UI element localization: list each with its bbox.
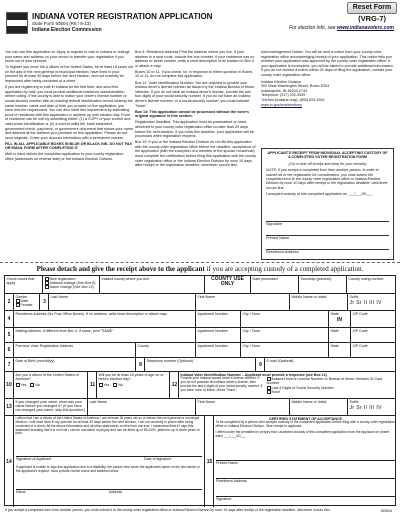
custody-signature-label: Signature	[266, 222, 283, 226]
age-yes-label: Yes	[103, 383, 110, 388]
box-number-7: 7	[5, 358, 14, 371]
name-change-option[interactable]	[45, 285, 98, 289]
license-option-label: Indiana Driver's License Number or Bureau of Motor Vehicles ID Card Number	[266, 377, 383, 386]
acceptor-printed-name-label: Printed Name	[216, 461, 238, 465]
age-question-cell	[97, 372, 170, 398]
residence-city-field[interactable]	[241, 311, 329, 327]
detach-instruction	[0, 265, 400, 273]
box-number-5: 5	[5, 328, 14, 342]
mailing-city-label: City / Town	[242, 328, 261, 333]
voter-id-instructions: Provide your Indiana issued driver's license number. If you do not possess an Indiana driver's license, then provide the last 4 digits of your social security number. If you have none of these, check "None".	[180, 376, 263, 392]
previous-middle-name-field[interactable]	[290, 399, 348, 415]
acceptor-signature-label: Signature	[216, 497, 232, 501]
middle-name-label: Middle Name or Initial	[291, 294, 327, 299]
residence-address-field[interactable]	[14, 311, 196, 327]
previous-state-field[interactable]	[329, 343, 351, 357]
division-name: Indiana Election Division	[261, 79, 302, 84]
date-of-birth-field[interactable]	[14, 358, 136, 371]
last-name-label: Last Name	[50, 294, 68, 299]
box-number-15: 15	[206, 458, 213, 465]
form-title: INDIANA VOTER REGISTRATION APPLICATION	[32, 12, 213, 21]
certified-affirmation: I affirm under the penalties for perjury that I accepted custody of this completed application from the applicant on (insert date) ___/___/20___.	[215, 429, 390, 438]
license-option[interactable]	[267, 377, 396, 386]
assistant-name-label: Name	[16, 490, 26, 494]
residence-zip-label: ZIP Code	[352, 311, 368, 316]
acceptor-address-label: Residence Address	[216, 479, 247, 483]
previous-apartment-label: Apartment Number	[197, 343, 228, 348]
reset-form-button[interactable]: Reset Form	[347, 2, 397, 14]
custody-title: APPLICANT'S RECEIPT FROM INDIVIDUAL ACCEPTING CUSTODY OF A COMPLETED VOTER REGISTRATION FORM	[267, 151, 388, 160]
age-no-label: No	[118, 383, 123, 388]
box-number-2: 2	[5, 294, 14, 310]
form-row-6	[5, 358, 395, 372]
female-checkbox[interactable]	[16, 303, 20, 307]
suffix-options[interactable]: Jr Sr II III IV	[349, 300, 382, 307]
box-number-13: 13	[5, 399, 14, 415]
residence-state-value: IN	[337, 317, 342, 324]
affirmation-cell	[14, 416, 205, 507]
citizenship-question: Are you a citizen of the United States of America?	[15, 372, 79, 382]
ssn-option-label: Last 4 Digits of Social Security Number	[271, 385, 334, 390]
county-voting-number-label: County voting number	[348, 276, 384, 281]
form-row-1	[5, 276, 395, 294]
first-name-field[interactable]	[196, 294, 290, 310]
detach-main-text: Please detach and give the receipt above to the applicant	[36, 265, 205, 273]
none-checkbox[interactable]	[267, 390, 271, 394]
citizen-no-checkbox[interactable]	[30, 383, 34, 387]
instructions-column-2	[135, 50, 257, 169]
none-option-label: None	[271, 389, 281, 394]
address-change-label: Address change (See Box 6)	[49, 281, 96, 286]
previous-address-field[interactable]	[14, 343, 136, 357]
suffix-label: Suffix	[349, 294, 359, 299]
mailing-city-field[interactable]	[241, 328, 329, 342]
certified-statement-title: CERTIFIED STATEMENT OF ACCEPTANCE	[269, 416, 342, 421]
mailing-apartment-label: Apartment Number	[197, 328, 228, 333]
telephone-field[interactable]	[145, 358, 256, 371]
state-seal-icon	[6, 12, 28, 34]
box-number-14: 14	[5, 416, 14, 507]
form-row-2	[5, 294, 395, 311]
box-number-9: 9	[259, 361, 262, 368]
instruction-paragraph: If you are registering to vote in Indiana for the first time, and send this application by mail, you must provide additional residence documentation before voting. If the county is able to match your driver's license number or social security number with an existing federal identification record bearing the same number, name and date of birth you provide on the application, you have met the requirement. You can also meet this requirement by submitting proof of residence with this application or anytime up until election day. Proof of residence can be met by submitting either: (1) a COPY of your current and valid photo identification or (2) a current utility bill, bank statement, government check, paycheck, or government document that shows your name and address at the address you provided on this application. Please do not send originals. Cover your account information with a permanent marker.	[5, 85, 133, 140]
female-label: Female	[20, 303, 33, 308]
election-info-line	[289, 25, 394, 31]
box-number-8: 8	[139, 361, 142, 368]
check-boxes-label: Check boxes that apply	[6, 276, 35, 286]
box-number-4: 4	[5, 311, 14, 327]
name-change-checkbox[interactable]	[45, 285, 49, 289]
custody-note: NOTE: If you accept a completed form from another person, in order to submit his or her registration for consideration, you must submit the completed form to the county voter registration office or Indiana Election Division by noon 10 days after receipt or the registration deadline, whichever occurs first.	[266, 168, 388, 190]
last-name-field[interactable]	[49, 294, 196, 310]
male-label: Male	[20, 299, 29, 304]
instructions-column-1	[5, 50, 133, 163]
age-no-checkbox[interactable]	[113, 383, 117, 387]
previous-zip-label: ZIP Code	[352, 343, 368, 348]
telephone-label: Telephone number (Optional)	[146, 358, 194, 363]
previous-state-label: State	[330, 343, 339, 348]
residence-apartment-label: Apartment Number	[197, 311, 228, 316]
previous-middle-name-label: Middle Name or Initial	[291, 399, 327, 404]
box-number-3: 3	[43, 299, 46, 305]
gender-label: Gender	[15, 294, 28, 299]
mailing-address-label: Mailing Address, if different from Box 4. If same, print "SAME"	[15, 328, 114, 333]
instruction-paragraph: Acknowledgement Notice: You will be sent a notice from your county voter registration office acknowledging receipt of your application. This notice tells you whether your application was approved by the county voter registration office. If your application is incomplete, you will be asked to provide additional information. If you do not receive a notice within 20 days of filing the application, contact your county voter registration office.	[261, 50, 394, 77]
form-code: (VRG-7)	[358, 14, 386, 23]
application-type-cell	[43, 276, 100, 293]
residence-address-label: Residence Address (No Post Office Boxes). If no address, write short description or attach map.	[15, 311, 168, 316]
county-voting-number-field[interactable]	[347, 276, 397, 293]
footer-form-id: 50504	[380, 508, 392, 513]
date-processed-field[interactable]	[251, 276, 299, 293]
box-number-11-cell	[88, 372, 97, 398]
instruction-paragraph: To register you must: Be a citizen of the United States; be at least 18 years old on the day of the next general or municipal election; have lived in your precinct for at least 30 days before the next election; and not currently be imprisoned after being convicted of a crime.	[5, 65, 133, 84]
name-change-label: Name change (See Box 12)	[49, 285, 94, 290]
previous-county-field[interactable]	[136, 343, 196, 357]
acceptor-signature-line[interactable]	[216, 496, 395, 497]
instruction-paragraph: Boxes 10 or 11: If you check 'no' in response to either question in Boxes 10 or 11, do not complete this application.	[135, 69, 253, 79]
first-name-label: First Name	[197, 294, 216, 299]
custody-receipt-box	[261, 148, 394, 260]
mailing-zip-label: ZIP Code	[352, 328, 368, 333]
election-info-link[interactable]: www.indianavoters.com	[336, 25, 394, 31]
division-phone: Telephone: (317) 232-3939	[261, 93, 306, 98]
citizen-yes-checkbox[interactable]	[16, 383, 20, 387]
none-option[interactable]	[267, 390, 396, 394]
check-boxes-label-cell	[5, 276, 43, 293]
citizen-yes-label: Yes	[20, 383, 27, 388]
form-row-7	[5, 372, 395, 399]
previous-first-name-field[interactable]	[196, 399, 290, 415]
email-label: E-mail (Optional)	[266, 358, 294, 363]
detach-tail-text: if you are accepting custody of a completed application.	[206, 265, 364, 273]
certified-statement-text: To be completed by a person who accepts custody of the completed application before filing with a county voter registration office or Indiana Election Division. Give receipt to applicant.	[215, 420, 395, 428]
email-field[interactable]	[265, 358, 397, 371]
mailing-state-field[interactable]	[329, 328, 351, 342]
division-address	[261, 80, 394, 108]
box-number-6: 6	[5, 343, 14, 357]
previous-name-question: If you changed your name, what was your name before you changed it? (If you have not changed your name, skip this question.)	[15, 399, 86, 413]
custody-printed-name-label: Printed Name	[266, 236, 290, 240]
box-number-12: 12	[171, 382, 178, 388]
division-web-link[interactable]: www.in.gov/sos/elections	[261, 102, 302, 107]
previous-name-question-cell	[14, 399, 88, 415]
previous-suffix-field[interactable]	[348, 399, 397, 415]
footer-note: If you accept a completed form from another person, you must submit it to the county voter registration office or Indiana Election Division by noon 10 days after receipt or the registration deadline, whichever occurs first.	[5, 508, 331, 512]
form-row-3	[5, 311, 395, 328]
form-row-8	[5, 399, 395, 416]
form-row-9	[5, 416, 395, 507]
citizen-no-label: No	[35, 383, 40, 388]
previous-last-name-field[interactable]	[88, 399, 196, 415]
residence-zip-field[interactable]	[351, 311, 397, 327]
mailing-address-field[interactable]	[14, 328, 196, 342]
detach-line	[0, 262, 400, 263]
instruction-paragraph: Box 14: This application cannot be processed without the voter's original signature in this section.	[135, 109, 249, 119]
assistance-text: If applicant is unable to sign this application due to a disability, the person who wrote the applicant's name on the line above or the applicant's request, must provide his/her name and address below.	[16, 465, 200, 473]
county-label: Indiana county where you live	[101, 276, 149, 281]
form-number: State Form 50504 (R8 / 8-13)	[32, 21, 91, 26]
organization-name: Indiana Election Commission	[32, 27, 102, 33]
affirmation-text: I affirm that I am a citizen of the United States of America; I am at least 18 years old on or before the next general or municipal election; I will have lived in my precinct for at least 30 days before the next election; I am not currently in prison after being convicted of a crime; All the above information and all other statements on this form are true; I understand that if I sign this statement knowing that it is not true I can be convicted of perjury and can be fined up to $10,000, jailed for up to three years or both.	[15, 415, 200, 436]
previous-city-label: City / Town	[242, 343, 261, 348]
custody-address-label: Residence Address	[266, 250, 299, 254]
township-field[interactable]	[299, 276, 347, 293]
custody-subtitle: (Cut or tear off receipt and keep for your records)	[288, 161, 367, 166]
box-number-15-cell	[205, 416, 214, 507]
residence-state-label: State	[330, 311, 339, 316]
county-use-only-cell	[205, 276, 251, 293]
county-field[interactable]	[100, 276, 205, 293]
assistant-address-label: Address	[109, 490, 123, 494]
mailing-zip-field[interactable]	[351, 328, 397, 342]
age-yes-checkbox[interactable]	[99, 383, 103, 387]
box-number-9-cell	[256, 358, 265, 371]
new-registration-label: New registration	[49, 276, 76, 281]
gender-cell	[14, 294, 40, 310]
date-processed-label: Date processed	[252, 276, 278, 281]
registration-form	[4, 275, 396, 506]
instruction-warning: FILL IN ALL APPLICABLE BOXES IN BLUE OR BLACK INK. DO NOT FAX OR EMAIL FORM AFTER COMPLETING IT.	[5, 141, 133, 151]
custody-statement: I accepted custody of this completed application on ___/___/20___.	[266, 192, 374, 197]
mailing-apartment-field[interactable]	[196, 328, 241, 342]
box-number-8-cell	[136, 358, 145, 371]
box-number-11: 11	[89, 382, 96, 388]
county-use-only-label: COUNTY USE ONLY	[211, 275, 244, 288]
mailing-state-label: State	[330, 328, 339, 333]
instruction-paragraph: Registration Deadline: This application must be postmarked or hand-delivered to your county voter registration office no later than 29 days before the next election. If you miss this deadline, your application will be processed when registration reopens.	[135, 120, 254, 139]
age-question: Will you be at least 18 years of age on or before election day?	[98, 372, 164, 382]
previous-suffix-options[interactable]: Jr Sr II III IV	[349, 405, 382, 412]
instruction-paragraph: Box 4: Residence Address Print the address where you live. If your address is a rural route, include the box number. If your residence has no address or street number, write a short description of its location in Box 4 or attach a map.	[135, 50, 255, 68]
instructions-column-3	[261, 50, 394, 107]
instruction-paragraph: Box 15: If you or the Indiana Election Division do not file this application with the county voter registration office before the deadline, acceptance of the application (with the exception of a member of the spouse household) must complete the certification before filing this application with the county voter registration office or the Indiana Election Division by noon 10 days after receipt or the registration deadline, whichever occurs first.	[135, 140, 256, 168]
signature-date-label: Date of signature	[144, 457, 172, 461]
residence-city-label: City / Town	[242, 311, 261, 316]
previous-county-label: County	[137, 343, 149, 348]
township-label: Township (precinct)	[300, 276, 332, 281]
date-of-birth-label: Date of Birth (mm/dd/yy)	[15, 358, 55, 363]
previous-first-name-label: First Name	[197, 399, 216, 404]
division-street: 302 West Washington Street, Room E204	[261, 84, 330, 89]
voter-id-label: Indiana Voter Identification Number – Applicant must provide a response (see Box 12)	[180, 372, 327, 377]
previous-last-name-label: Last Name	[89, 399, 107, 404]
acceptor-printed-name-line[interactable]	[216, 460, 395, 461]
division-city: Indianapolis, IN 46204-2743	[261, 88, 308, 93]
middle-name-field[interactable]	[290, 294, 348, 310]
residence-state-field	[329, 311, 351, 327]
custody-signature-line[interactable]	[266, 221, 389, 222]
residence-apartment-field[interactable]	[196, 311, 241, 327]
previous-address-label: Previous Voter Registration Address	[15, 343, 74, 348]
suffix-field[interactable]	[348, 294, 397, 310]
form-row-5	[5, 343, 395, 358]
info-prefix: For election info, see	[289, 25, 336, 31]
previous-city-field[interactable]	[241, 343, 329, 357]
citizenship-question-cell	[14, 372, 88, 398]
gender-female-option[interactable]	[16, 303, 38, 307]
instruction-paragraph: Mail or hand deliver the completed application to your county registration office (addresses on reverse side) or the Indiana Election Division.	[5, 152, 124, 162]
box-number-10: 10	[5, 372, 14, 398]
instruction-paragraph: Box 12: Voter Identification Number: You are required to provide your Indiana driver's license number as issued by the Indiana Bureau of Motor Vehicles. If you do not have an Indiana driver's license, provide the last four digits of your social security number. If you do not have an Indiana driver's license number, or a social security number, you must indicate "None".	[135, 80, 255, 108]
previous-zip-field[interactable]	[351, 343, 397, 357]
box-number-12-cell	[170, 372, 179, 398]
instruction-paragraph: You can use this application to: Apply to register to vote in Indiana or change your name and address on your record or transfer your registration if you move out of your precinct.	[5, 50, 130, 64]
box-number-3-cell	[40, 294, 49, 310]
division-tollfree: Toll-free (Indiana only): (800) 622-4941	[261, 97, 325, 102]
voter-id-cell	[179, 372, 397, 398]
form-row-4	[5, 328, 395, 343]
previous-apartment-field[interactable]	[196, 343, 241, 357]
applicant-signature-label: Signature of Applicant	[16, 457, 51, 461]
previous-suffix-label: Suffix	[349, 399, 359, 404]
certified-statement-cell	[214, 416, 397, 507]
